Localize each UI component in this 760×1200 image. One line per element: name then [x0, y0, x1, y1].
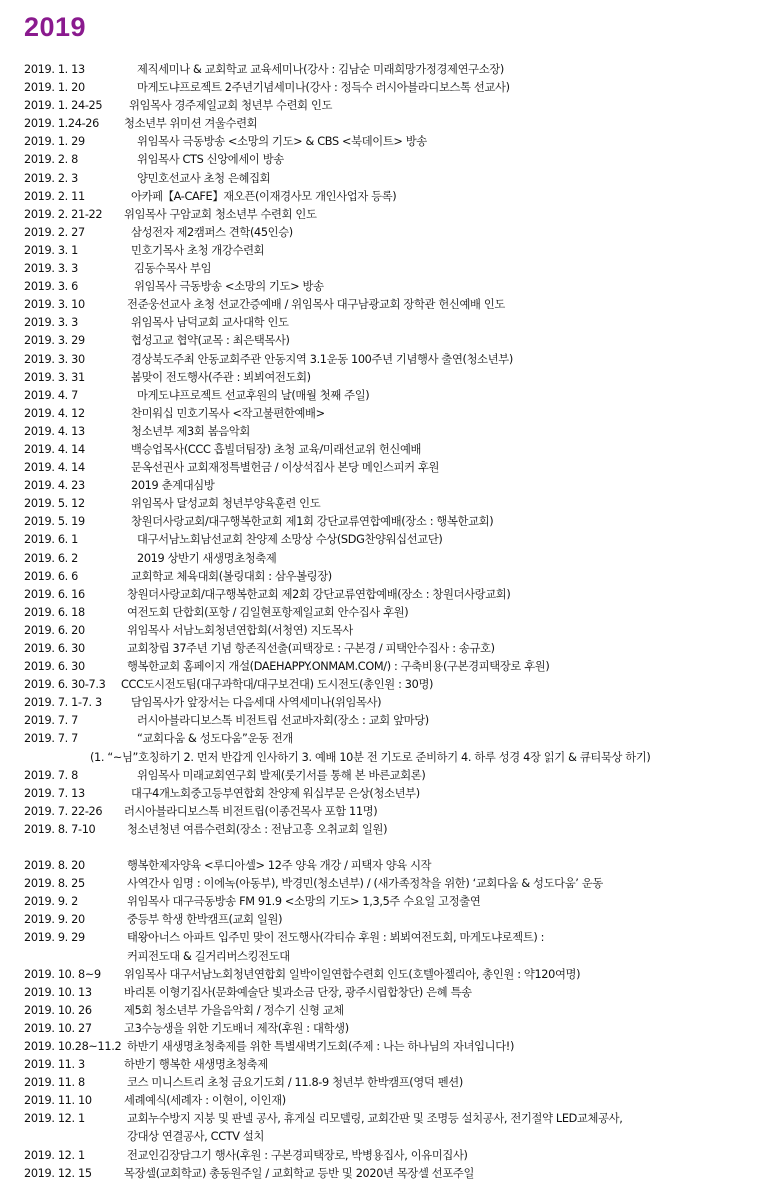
entry-text: 러시아블라디보스톡 비전트립 선교바자회(장소 : 교회 앞마당)	[137, 714, 429, 728]
timeline-entry	[0, 1002, 760, 1020]
entry-date: 2019. 9. 29	[24, 931, 85, 945]
entry-text: 협성고교 협약(교목 : 최은택목사)	[131, 334, 290, 348]
entry-date: 2019. 2. 11	[24, 189, 85, 203]
timeline-entry	[0, 477, 760, 495]
entry-text: 교회학교 체육대회(볼링대회 : 삼우볼링장)	[131, 569, 332, 583]
timeline-entry	[0, 821, 760, 839]
timeline-entry	[0, 423, 760, 441]
timeline-entry	[0, 224, 760, 242]
timeline-entry	[0, 278, 760, 296]
timeline-entry	[0, 260, 760, 278]
entry-text: 위임목사 남덕교회 교사대학 인도	[131, 316, 289, 330]
timeline-entry	[0, 206, 760, 224]
entry-text: 대구서남노회남선교회 찬양제 소망상 수상(SDG찬양워십선교단)	[137, 533, 443, 547]
timeline-entry	[0, 604, 760, 622]
entry-date: 2019. 3. 30	[24, 352, 85, 366]
entry-text: 전준웅선교사 초청 선교간증예배 / 위임목사 대구남광교회 장학관 헌신예배 인도	[127, 298, 505, 312]
entry-text: 청소년부 제3회 봄음악회	[131, 424, 250, 438]
entry-text: 행복한교회 홈페이지 개설(DAEHAPPY.ONMAM.COM/) : 구축비용(구본경피택장로 후원)	[127, 660, 550, 674]
entry-date: 2019. 6. 1	[24, 533, 78, 547]
entry-date: 2019. 2. 8	[24, 153, 78, 167]
entry-text: 백승업목사(CCC 흡빌더팀장) 초청 교육/미래선교위 헌신예배	[131, 442, 422, 456]
entry-text: 문옥선권사 교회재정특별헌금 / 이상석집사 본당 메인스피커 후원	[131, 461, 440, 475]
entry-date: 2019. 4. 23	[24, 479, 85, 493]
entry-text: 담임목사가 앞장서는 다음세대 사역세미나(위임목사)	[131, 696, 382, 710]
entry-date: 2019. 12. 1	[24, 1112, 85, 1126]
entry-text: 양민호선교사 초청 은혜집회	[137, 171, 271, 185]
timeline-entry	[0, 857, 760, 875]
timeline-entry	[0, 1056, 760, 1074]
timeline-entry	[0, 1038, 760, 1056]
entry-date: 2019. 6. 2	[24, 551, 78, 565]
timeline-entry	[0, 405, 760, 423]
entry-date: 2019. 3. 31	[24, 370, 85, 384]
entry-date: 2019. 6. 30	[24, 642, 85, 655]
timeline-entry	[0, 984, 760, 1002]
timeline-entry	[0, 115, 760, 133]
entry-date: 2019. 3. 1	[24, 243, 78, 257]
entry-date: 2019. 9. 20	[24, 913, 85, 927]
entry-date: 2019. 1.24-26	[24, 117, 99, 131]
entry-text: 하반기 행복한 새생명초청축제	[124, 1058, 268, 1072]
entry-text: 위임목사 대구서남노회청년연합회 일박이일연합수련회 인도(호텔아젤리아, 총인원 : 약120여명)	[124, 967, 581, 981]
timeline-entry	[0, 568, 760, 586]
entry-text: 커피전도대 & 길거리버스킹전도대	[127, 949, 290, 963]
entry-text: 경상북도주최 안동교회주관 안동지역 3.1운동 100주년 기념행사 출연(청소년부)	[131, 352, 513, 366]
timeline-entry	[0, 61, 760, 79]
timeline-entry	[0, 170, 760, 188]
entry-date: 2019. 3. 3	[24, 316, 78, 330]
entry-text: 행복한제자양육 <루디아셀> 12주 양육 개강 / 피택자 양육 시작	[127, 859, 432, 873]
entry-date: 2019. 11. 8	[24, 1076, 85, 1090]
timeline-entry	[0, 911, 760, 929]
entry-date: 2019. 8. 7-10	[24, 822, 96, 836]
entry-date: 2019. 3. 3	[24, 262, 78, 276]
entry-text: 세례예식(세례자 : 이현이, 이인재)	[124, 1094, 286, 1108]
entry-date: 2019. 2. 27	[24, 225, 85, 239]
entry-text: 청소년청년 여름수련회(장소 : 전남고흥 오취교회 일원)	[127, 822, 388, 836]
entry-date: 2019. 11. 10	[24, 1094, 92, 1108]
entry-date: 2019. 2. 21-22	[24, 207, 103, 221]
entry-date: 2019. 10.28~11.2	[24, 1039, 122, 1053]
entry-text: 위임목사 극동방송 <소망의 기도> & CBS <북데이트> 방송	[137, 135, 427, 149]
timeline-entry	[0, 296, 760, 314]
entry-text: 위임목사 대구극동방송 FM 91.9 <소망의 기도> 1,3,5주 수요일 고정출연	[127, 895, 481, 909]
timeline-entry-continuation	[0, 749, 760, 767]
entry-text: 김동수목사 부임	[134, 262, 212, 276]
entry-date: 2019. 7. 7	[24, 714, 78, 728]
entry-date: 2019. 10. 13	[24, 985, 92, 999]
timeline-entry	[0, 622, 760, 640]
entry-date: 2019. 10. 27	[24, 1021, 92, 1035]
entry-date: 2019. 11. 3	[24, 1058, 85, 1072]
timeline-entry	[0, 495, 760, 513]
entry-text: 강대상 연결공사, CCTV 설치	[127, 1130, 265, 1144]
entry-date: 2019. 1. 20	[24, 81, 85, 95]
entry-date: 2019. 10. 8~9	[24, 967, 101, 981]
entry-date: 2019. 4. 12	[24, 406, 85, 420]
entry-date: 2019. 6. 30-7.3	[24, 678, 106, 692]
entry-date: 2019. 12. 1	[24, 1148, 85, 1162]
timeline-entry	[0, 531, 760, 549]
timeline-entry	[0, 550, 760, 568]
timeline-entry	[0, 1110, 760, 1128]
entry-text: 전교인김장담그기 행사(후원 : 구본경피택장로, 박병용집사, 이유미집사)	[127, 1148, 468, 1162]
entry-text: 아카페【A-CAFE】재오픈(이재경사모 개인사업자 등록)	[131, 189, 397, 203]
entry-date: 2019. 6. 30	[24, 660, 85, 674]
timeline-entry	[0, 586, 760, 604]
entry-date: 2019. 10. 26	[24, 1003, 92, 1017]
entry-date: 2019. 4. 13	[24, 424, 85, 438]
timeline-entry-continuation	[0, 1128, 760, 1146]
entry-date: 2019. 7. 8	[24, 768, 78, 782]
timeline-entry	[0, 151, 760, 169]
entry-date: 2019. 3. 10	[24, 298, 85, 312]
timeline-entry	[0, 1020, 760, 1038]
entry-date: 2019. 1. 29	[24, 135, 85, 149]
timeline-entry	[0, 351, 760, 369]
entry-text: 교회누수방지 지붕 및 판넬 공사, 휴게실 리모델링, 교회간판 및 조명등 설치공사, 전기절약 LED교체공사,	[127, 1112, 623, 1126]
timeline-entry	[0, 1074, 760, 1092]
entry-text: CCC도시전도팀(대구과학대/대구보건대) 도시전도(총인원 : 30명)	[121, 678, 434, 692]
timeline-entry	[0, 133, 760, 151]
timeline-entry	[0, 640, 760, 658]
timeline-entry	[0, 97, 760, 115]
timeline-entry	[0, 314, 760, 332]
entry-date: 2019. 4. 14	[24, 442, 85, 456]
entry-text: 목장셀(교회학교) 총동원주일 / 교회학교 등반 및 2020년 목장셀 선포주일	[124, 1166, 475, 1180]
year-heading: 2019	[24, 12, 87, 42]
timeline-entry	[0, 441, 760, 459]
entry-text: 위임목사 경주제일교회 청년부 수련회 인도	[129, 99, 333, 113]
timeline-entry	[0, 513, 760, 531]
entry-text: 위임목사 극동방송 <소망의 기도> 방송	[134, 280, 324, 294]
timeline-entry	[0, 966, 760, 984]
entry-text: 위임목사 CTS 신앙에세이 방송	[137, 153, 284, 167]
entry-text: 태왕아너스 아파트 입주민 맞이 전도행사(각티슈 후원 : 뵈뵈여전도회, 마게도냐로젝트) :	[127, 931, 545, 945]
entry-text: 고3수능생을 위한 기도배너 제작(후원 : 대학생)	[124, 1021, 349, 1035]
timeline-entry	[0, 242, 760, 260]
timeline-entry	[0, 387, 760, 405]
entry-date: 2019. 8. 25	[24, 877, 85, 891]
timeline-entry	[0, 694, 760, 712]
entry-text: 위임목사 미래교회연구회 발제(룻기서를 통해 본 바른교회론)	[137, 768, 426, 782]
entry-text: 교회창립 37주년 기념 항존직선출(피택장로 : 구본경 / 피택안수집사 : 송규호)	[127, 642, 495, 655]
entry-text: 창원더사랑교회/대구행복한교회 제1회 강단교류연합예배(장소 : 행복한교회)	[131, 515, 494, 529]
entry-text: 하반기 새생명초청축제를 위한 특별새벽기도회(주제 : 나는 하나님의 자녀입니다!)	[127, 1039, 515, 1053]
timeline-entry	[0, 188, 760, 206]
entry-date: 2019. 7. 13	[24, 786, 85, 800]
entry-date: 2019. 6. 6	[24, 569, 78, 583]
timeline-entry	[0, 332, 760, 350]
entry-date: 2019. 6. 18	[24, 605, 85, 619]
timeline-entry	[0, 893, 760, 911]
entry-date: 2019. 3. 6	[24, 280, 78, 294]
timeline-entry	[0, 459, 760, 477]
timeline-entry	[0, 1147, 760, 1165]
timeline-entry	[0, 676, 760, 694]
entry-text: 바리톤 이형기집사(문화예술단 빛과소금 단장, 광주시립합창단) 은혜 특송	[124, 985, 472, 999]
entry-text: 창원더사랑교회/대구행복한교회 제2회 강단교류연합예배(장소 : 창원더사랑교회)	[127, 587, 511, 601]
entry-text: 중등부 학생 한박캠프(교회 일원)	[127, 913, 283, 927]
entry-text: 코스 미니스트리 초청 금요기도회 / 11.8-9 청년부 한박캠프(영덕 펜션)	[127, 1076, 463, 1090]
timeline-entry	[0, 785, 760, 803]
entry-text: 제직세미나 & 교회학교 교육세미나(강사 : 김남순 미래희망가정경제연구소장)	[137, 63, 504, 76]
entry-text: 2019 춘계대심방	[131, 479, 215, 493]
entry-text: 마게도냐프로젝트 선교후원의 날(매월 첫째 주일)	[137, 388, 370, 402]
timeline-entry	[0, 1092, 760, 1110]
entry-date: 2019. 1. 13	[24, 63, 85, 76]
entry-text: (1. “~님”호칭하기 2. 먼저 반갑게 인사하기 3. 예배 10분 전 기도로 준비하기 4. 하루 성경 4장 읽기 & 큐티묵상 하기)	[90, 750, 651, 764]
entry-date: 2019. 6. 16	[24, 587, 85, 601]
timeline-entry	[0, 767, 760, 785]
entry-date: 2019. 12. 15	[24, 1166, 92, 1180]
timeline-entry	[0, 803, 760, 821]
entry-date: 2019. 4. 7	[24, 388, 78, 402]
entry-date: 2019. 5. 12	[24, 497, 85, 511]
entry-text: 청소년부 위미션 겨울수련회	[124, 117, 258, 131]
entry-text: 봄맞이 전도행사(주관 : 뵈뵈여전도회)	[131, 370, 311, 384]
entry-text: 여전도회 단합회(포항 / 김일현포항제일교회 안수집사 후원)	[127, 605, 409, 619]
entry-date: 2019. 3. 29	[24, 334, 85, 348]
timeline-entry	[0, 929, 760, 947]
entry-text: 러시아블라디보스톡 비전트립(이종건목사 포함 11명)	[124, 804, 378, 818]
timeline-entry	[0, 369, 760, 387]
entry-text: 마게도냐프로젝트 2주년기념세미나(강사 : 정득수 러시아블라디보스톡 선교사)	[137, 81, 510, 95]
entry-date: 2019. 1. 24-25	[24, 99, 103, 113]
entry-date: 2019. 5. 19	[24, 515, 85, 529]
entry-text: 2019 상반기 새생명초청축제	[137, 551, 277, 565]
entry-text: 위임목사 구암교회 청소년부 수련회 인도	[124, 207, 317, 221]
timeline-list	[0, 61, 760, 1183]
entry-text: 삼성전자 제2캠퍼스 견학(45인승)	[131, 225, 293, 239]
timeline-entry	[0, 712, 760, 730]
entry-text: “교회다움 & 성도다움”운동 전개	[137, 732, 293, 746]
timeline-entry	[0, 79, 760, 97]
entry-text: 제5회 청소년부 가을음악회 / 정수기 신형 교체	[124, 1003, 344, 1017]
timeline-entry	[0, 875, 760, 893]
timeline-entry	[0, 730, 760, 748]
entry-text: 대구4개노회중고등부연합회 찬양제 워십부문 은상(청소년부)	[131, 786, 420, 800]
entry-date: 2019. 7. 1-7. 3	[24, 696, 102, 710]
entry-text: 위임목사 서남노회청년연합회(서청연) 지도목사	[127, 623, 353, 637]
timeline-entry-continuation	[0, 948, 760, 966]
entry-date: 2019. 4. 14	[24, 461, 85, 475]
entry-date: 2019. 8. 20	[24, 859, 85, 873]
timeline-entry	[0, 658, 760, 676]
entry-text: 찬미워십 민호기목사 <작고불편한예배>	[131, 406, 325, 420]
entry-date: 2019. 6. 20	[24, 623, 85, 637]
entry-text: 사역간사 임명 : 이에녹(아동부), 박경민(청소년부) / (새가족정착을 위한) ‘교회다움 & 성도다움’ 운동	[127, 877, 603, 891]
timeline-entry	[0, 1165, 760, 1183]
entry-text: 민호기목사 초청 개강수련회	[131, 243, 265, 257]
entry-date: 2019. 9. 2	[24, 895, 78, 909]
entry-text: 위임목사 달성교회 청년부양육훈련 인도	[131, 497, 321, 511]
entry-date: 2019. 7. 22-26	[24, 804, 103, 818]
entry-date: 2019. 7. 7	[24, 732, 78, 746]
entry-date: 2019. 2. 3	[24, 171, 78, 185]
